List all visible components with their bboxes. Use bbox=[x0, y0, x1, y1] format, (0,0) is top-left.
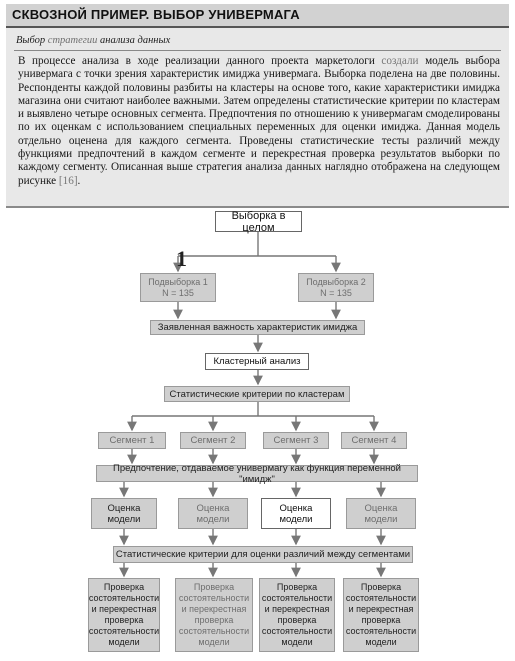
subsample-1-n: N = 135 bbox=[162, 287, 194, 298]
node-segment-2: Сегмент 2 bbox=[180, 432, 246, 449]
text-end: . bbox=[77, 174, 81, 187]
text-part3: модель выбора универмага с точки зрения характеристик имиджа универмага. Выборка поделена на две половины. Респонденты каждой половины разбиты на кластеры на основе того, какие характеристики имиджа магазина они считают наиболее важными. Затем определены статистические критерии по кластерам и выявлено четыре основных сегмента. Предпочтения по отношению к универмагам смоделированы по их оценкам с использованием специальных переменных для оценки имиджа. Данная модель отдельно оценена для каждого сегмента. Проведены статистические тесты различий между функциями предпочтений в каждом сегменте и перекрестная проверка результатов выборки по каждому сегменту. Описанная выше стратегия анализа данных наглядно отображена на следующем рисунке bbox=[18, 55, 501, 187]
node-model-eval-4: Оценка модели bbox=[346, 498, 416, 529]
text-part1: В процессе анализа в ходе реализации данного проекта маркетологи bbox=[18, 55, 375, 67]
flow-diagram bbox=[0, 206, 515, 661]
divider bbox=[14, 50, 501, 51]
node-importance: Заявленная важность характеристик имиджа bbox=[150, 320, 365, 335]
header-bar bbox=[6, 4, 509, 28]
node-validation-2: Проверка состоятельности и перекрестная проверка состоятельности модели bbox=[175, 578, 253, 652]
subtitle-part3: анализа данных bbox=[100, 35, 171, 46]
case-subtitle bbox=[16, 35, 170, 46]
node-preference-function: Предпочтение, отдаваемое универмагу как функция переменной "имидж" bbox=[96, 465, 418, 482]
case-box bbox=[6, 28, 509, 208]
node-validation-1: Проверка состоятельности и перекрестная проверка состоятельности модели bbox=[88, 578, 160, 652]
subsample-2-title: Подвыборка 2 bbox=[306, 276, 366, 287]
subsample-2-n: N = 135 bbox=[320, 287, 352, 298]
header-title: СКВОЗНОЙ ПРИМЕР. ВЫБОР УНИВЕРМАГА bbox=[12, 7, 300, 22]
mark-one: 1 bbox=[176, 246, 187, 271]
node-model-eval-3: Оценка модели bbox=[261, 498, 331, 529]
node-model-eval-2: Оценка модели bbox=[178, 498, 248, 529]
diagram-connectors bbox=[0, 206, 515, 661]
node-cluster-analysis: Кластерный анализ bbox=[205, 353, 309, 370]
node-segment-3: Сегмент 3 bbox=[263, 432, 329, 449]
case-text bbox=[18, 55, 500, 188]
node-segment-4: Сегмент 4 bbox=[341, 432, 407, 449]
node-subsample-2 bbox=[298, 273, 374, 302]
node-segment-1: Сегмент 1 bbox=[98, 432, 166, 449]
node-subsample-1 bbox=[140, 273, 216, 302]
text-ref: [16] bbox=[58, 174, 78, 187]
subtitle-part1: Выбор bbox=[16, 35, 46, 46]
node-model-eval-1: Оценка модели bbox=[91, 498, 157, 529]
node-validation-3: Проверка состоятельности и перекрестная проверка состоятельности модели bbox=[259, 578, 335, 652]
subtitle-part2: стратегии bbox=[47, 35, 98, 46]
node-validation-4: Проверка состоятельности и перекрестная проверка состоятельности модели bbox=[343, 578, 419, 652]
subsample-1-title: Подвыборка 1 bbox=[148, 276, 208, 287]
node-cluster-criteria: Статистические критерии по кластерам bbox=[164, 386, 350, 402]
text-part2: создали bbox=[381, 55, 419, 67]
node-full-sample: Выборка в целом bbox=[215, 211, 302, 232]
node-segment-tests: Статистические критерии для оценки различий между сегментами bbox=[113, 546, 413, 563]
